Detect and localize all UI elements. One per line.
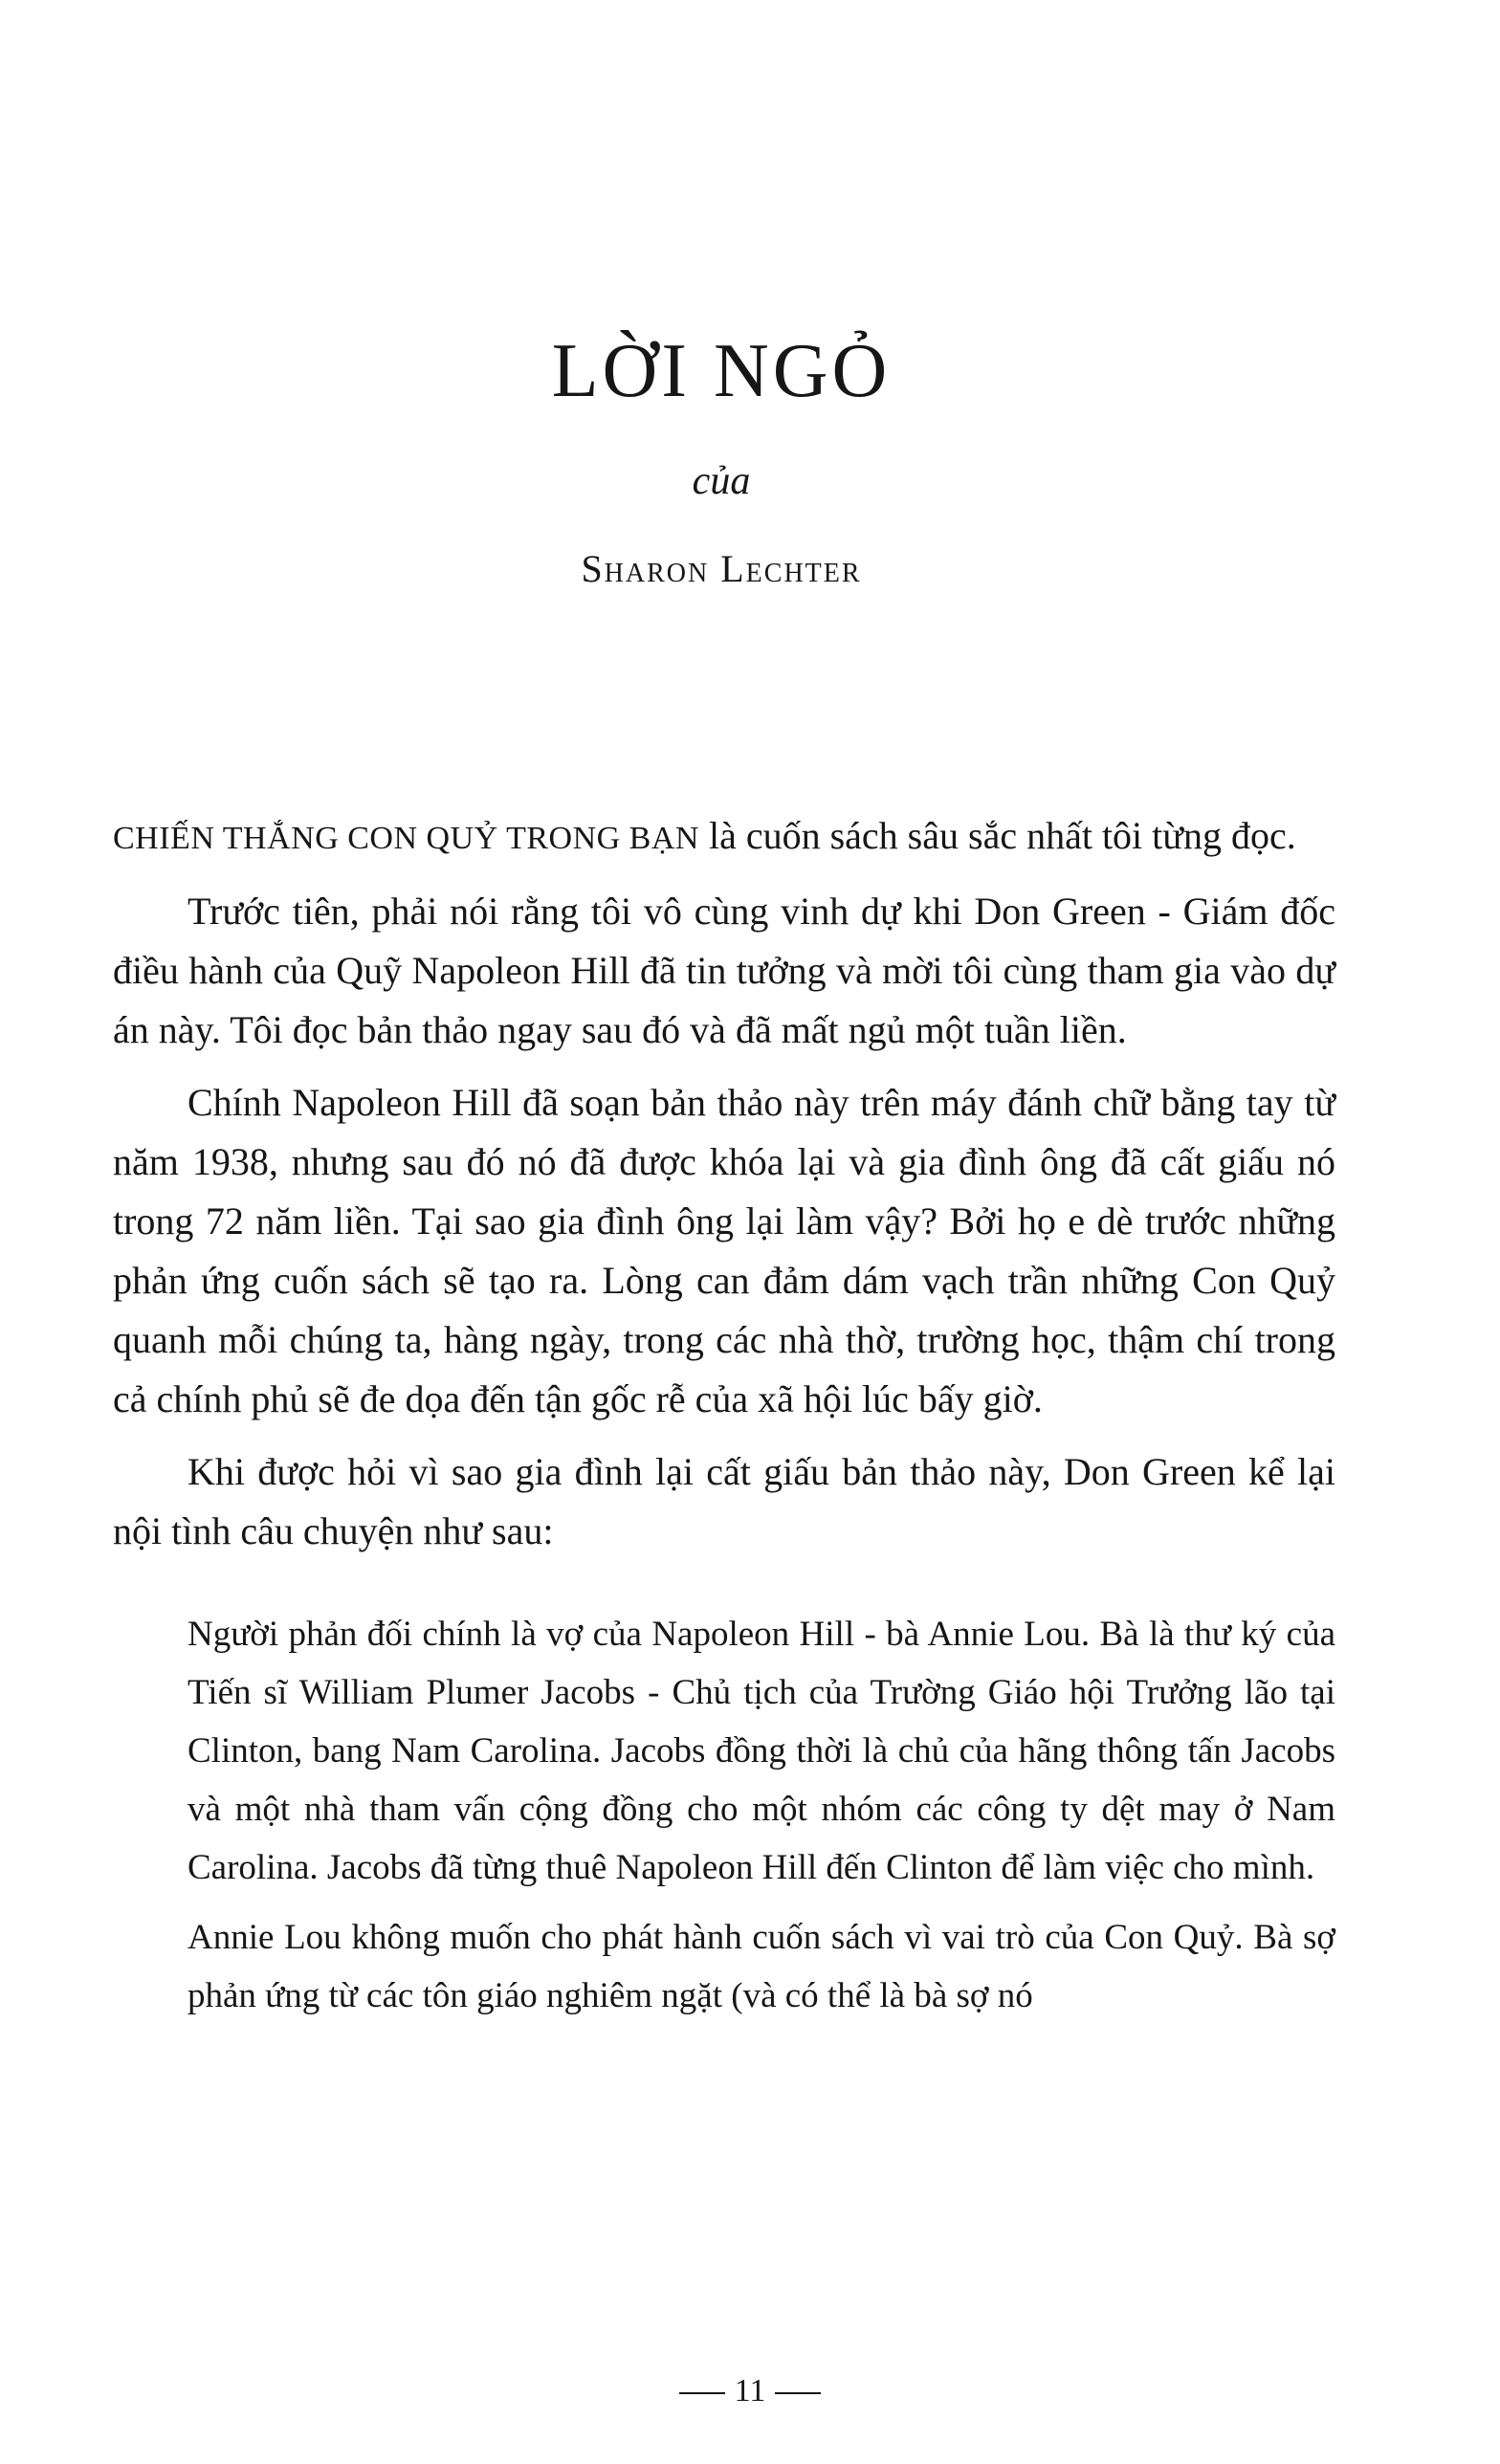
quote-paragraph-2: Annie Lou không muốn cho phát hành cuốn sách vì vai trò của Con Quỷ. Bà sợ phản ứng từ các tôn giáo nghiêm ngặt (và có thể là bà sợ nó — [188, 1918, 1335, 2015]
byline: của — [692, 459, 751, 503]
page-number-text: 11 — [734, 2373, 766, 2409]
body-text — [113, 806, 1335, 2025]
chapter-title: LỜI NGỎ — [551, 329, 892, 413]
paragraph-2: Trước tiên, phải nói rằng tôi vô cùng vinh dự khi Don Green - Giám đốc điều hành của Quỹ Napoleon Hill đã tin tưởng và mời tôi cùng tham gia vào dự án này. Tôi đọc bản thảo ngay sau đó và đã mất ngủ một tuần liền. — [113, 890, 1335, 1051]
block-quote — [188, 1605, 1335, 2025]
page-number — [0, 2375, 1500, 2408]
folio-rule-left — [679, 2392, 725, 2394]
author-name: Sharon Lechter — [581, 547, 862, 590]
paragraph-1-text: là cuốn sách sâu sắc nhất tôi từng đọc. — [698, 814, 1296, 857]
quote-paragraph-1: Người phản đối chính là vợ của Napoleon Hill - bà Annie Lou. Bà là thư ký của Tiến sĩ William Plumer Jacobs - Chủ tịch của Trường Giáo hội Trưởng lão tại Clinton, bang Nam Carolina. Jacobs đồng thời là chủ của hãng thông tấn Jacobs và một nhà tham vấn cộng đồng cho một nhóm các công ty dệt may ở Nam Carolina. Jacobs đã từng thuê Napoleon Hill đến Clinton để làm việc cho mình. — [188, 1615, 1335, 1887]
folio-rule-right — [775, 2392, 821, 2394]
paragraph-3: Chính Napoleon Hill đã soạn bản thảo này trên máy đánh chữ bằng tay từ năm 1938, nhưng sau đó nó đã được khóa lại và gia đình ông đã cất giấu nó trong 72 năm liền. Tại sao gia đình ông lại làm vậy? Bởi họ e dè trước những phản ứng cuốn sách sẽ tạo ra. Lòng can đảm dám vạch trần những Con Quỷ quanh mỗi chúng ta, hàng ngày, trong các nhà thờ, trường học, thậm chí trong cả chính phủ sẽ đe dọa đến tận gốc rễ của xã hội lúc bấy giờ. — [113, 1081, 1335, 1420]
paragraph-4: Khi được hỏi vì sao gia đình lại cất giấu bản thảo này, Don Green kể lại nội tình câu chuyện như sau: — [113, 1450, 1335, 1552]
book-title-runin: CHIẾN THẮNG CON QUỶ TRONG BẠN — [113, 821, 699, 856]
paragraph-1 — [113, 806, 1335, 869]
